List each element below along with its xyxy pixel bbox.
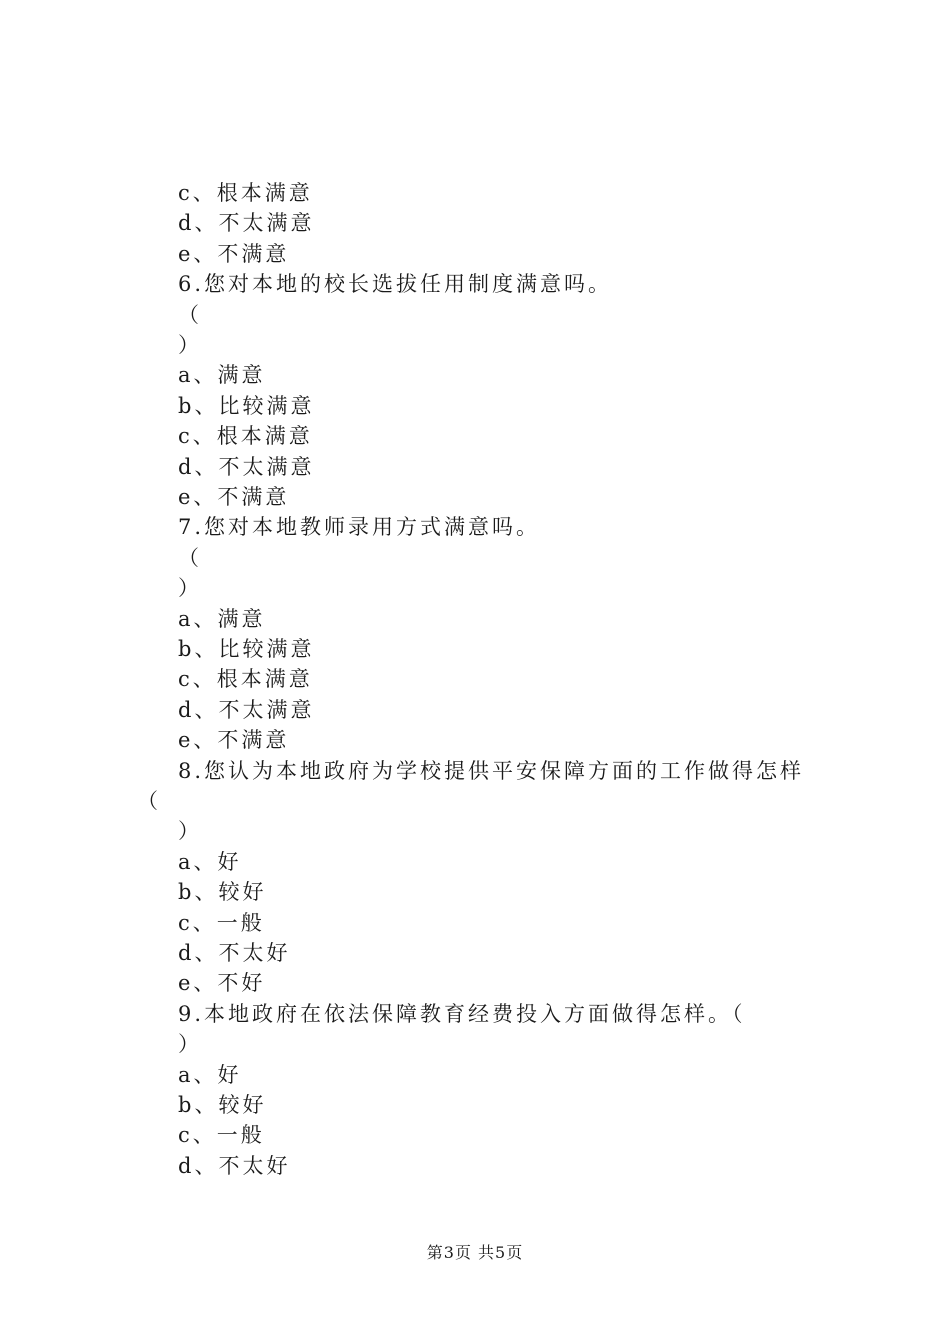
option-line: e、不满意 (178, 728, 290, 752)
option-line: a、满意 (178, 607, 266, 631)
option-line: b、较好 (178, 1093, 267, 1117)
option-line: d、不太好 (178, 1154, 291, 1178)
answer-bracket-close: ） (178, 333, 202, 357)
option-line: b、比较满意 (178, 637, 315, 661)
question-6: 6.您对本地的校长选拔任用制度满意吗。 (178, 272, 613, 296)
answer-bracket-close: ） (178, 576, 202, 600)
option-line: a、好 (178, 1063, 242, 1087)
option-line: b、比较满意 (178, 394, 315, 418)
option-line: d、不太好 (178, 941, 291, 965)
answer-bracket-open: （ (178, 546, 202, 570)
option-line: e、不满意 (178, 485, 290, 509)
option-line: c、根本满意 (178, 424, 313, 448)
answer-bracket-close: ） (178, 819, 202, 843)
option-line: c、根本满意 (178, 181, 313, 205)
answer-bracket-open: （ (178, 303, 202, 327)
option-line: a、满意 (178, 363, 266, 387)
answer-bracket-open: （ (137, 789, 161, 813)
answer-bracket-close: ） (178, 1032, 202, 1056)
question-9: 9.本地政府在依法保障教育经费投入方面做得怎样。（ (178, 1002, 746, 1026)
option-line: c、一般 (178, 1123, 265, 1147)
option-line: d、不太满意 (178, 211, 315, 235)
option-line: c、一般 (178, 911, 265, 935)
option-line: e、不满意 (178, 242, 290, 266)
option-line: d、不太满意 (178, 698, 315, 722)
question-8: 8.您认为本地政府为学校提供平安保障方面的工作做得怎样 (178, 759, 805, 783)
page-footer: 第3页 共5页 (426, 1243, 524, 1262)
option-line: d、不太满意 (178, 455, 315, 479)
option-line: b、较好 (178, 880, 267, 904)
question-7: 7.您对本地教师录用方式满意吗。 (178, 515, 541, 539)
option-line: a、好 (178, 850, 242, 874)
option-line: e、不好 (178, 971, 266, 995)
option-line: c、根本满意 (178, 667, 313, 691)
